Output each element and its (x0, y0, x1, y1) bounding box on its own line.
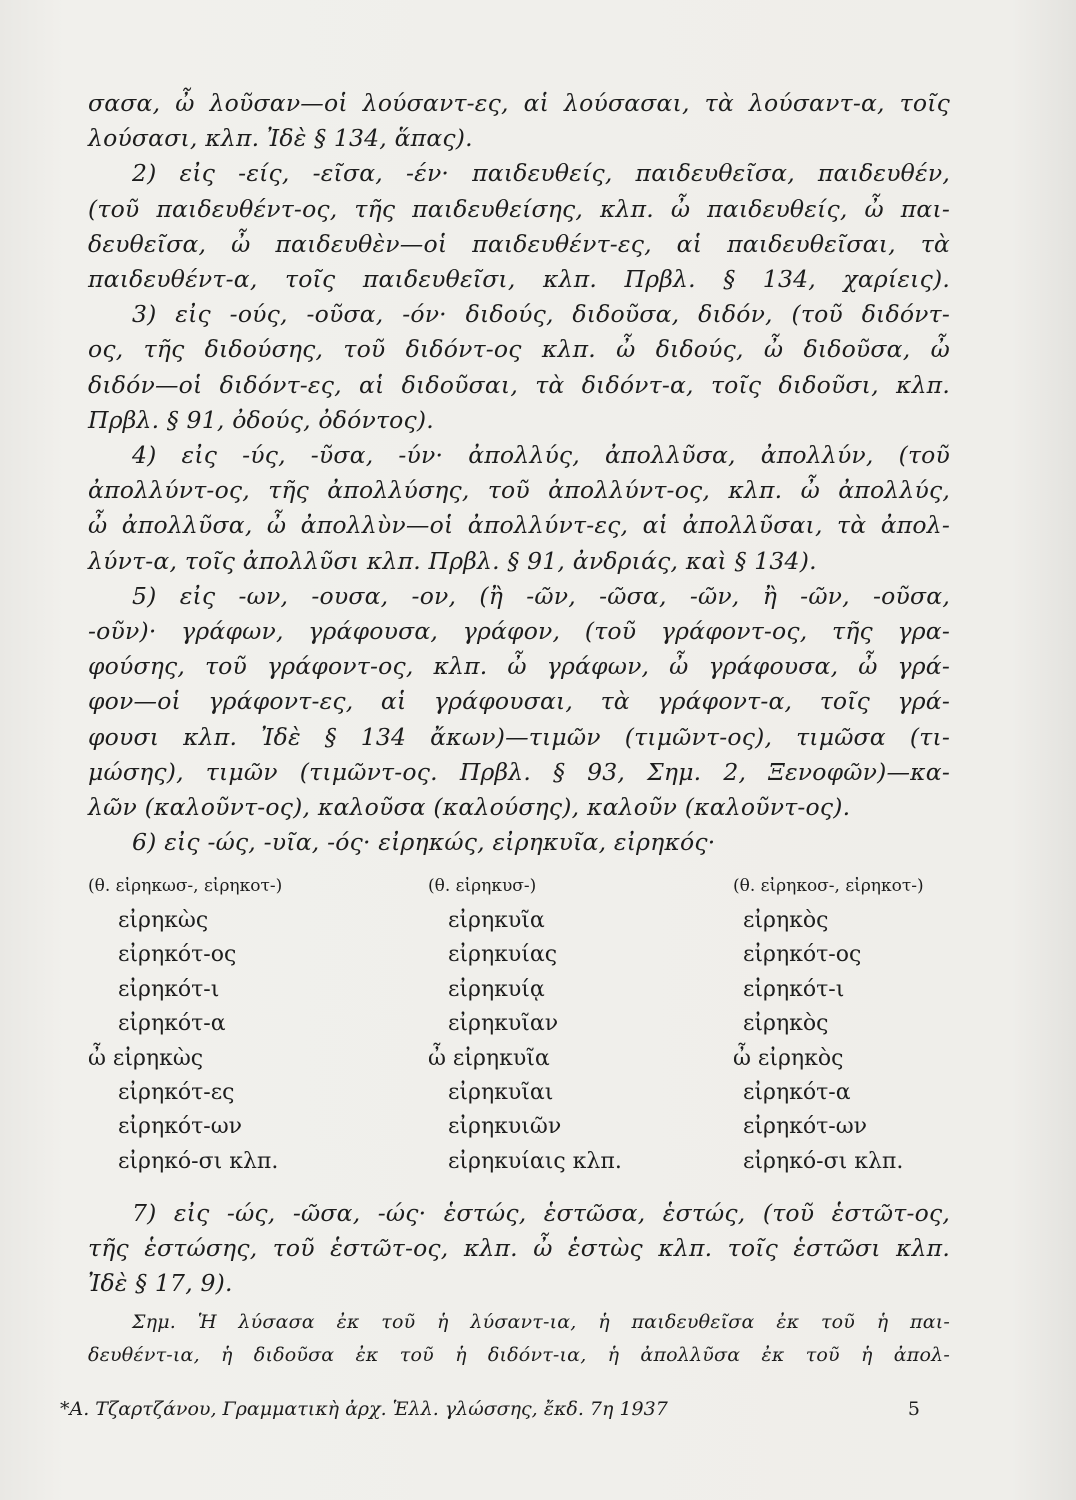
table-cell: εἰρηκό-σι κλπ. (743, 1148, 904, 1174)
table-header-row (88, 868, 950, 904)
declension-table (88, 868, 950, 1179)
table-cell: εἰρηκὼς (118, 908, 209, 933)
table-cell: εἰρηκότ-α (743, 1080, 851, 1106)
text-line: (τοῦ παιδευθέντ-ος, τῆς παιδευθείσης, κλπ. ὦ παιδευθείς, ὦ παι- (88, 194, 950, 223)
text-line: Ἰδὲ § 17, 9). (88, 1269, 233, 1298)
page-footer (60, 1398, 920, 1420)
text-line: τῆς ἑστώσης, τοῦ ἑστῶτ-ος, κλπ. ὦ ἑστὼς κλπ. τοῖς ἑστῶσι κλπ. (88, 1234, 950, 1263)
table-cell: εἰρηκότ-ι (743, 976, 845, 1002)
source-citation: *Α. Τζαρτζάνου, Γραμματικὴ ἀρχ. Ἑλλ. γλώσσης, ἔκδ. 7η 1937 (60, 1398, 668, 1420)
text-line: 2) εἰς -είς, -εῖσα, -έν· παιδευθείς, παιδευθεῖσα, παιδευθέν, (132, 159, 950, 188)
table-cell: εἰρηκυῖα (448, 908, 545, 933)
text-line: 7) εἰς -ώς, -ῶσα, -ώς· ἑστώς, ἑστῶσα, ἑστώς, (τοῦ ἑστῶτ-ος, (132, 1199, 950, 1227)
note-line: δευθέντ-ια, ἡ διδοῦσα ἐκ τοῦ ἡ διδόντ-ια, ἡ ἀπολλῦσα ἐκ τοῦ ἡ ἀπολ- (88, 1344, 950, 1366)
table-cell: εἰρηκότ-α (118, 1011, 226, 1037)
table-cell: εἰρηκότ-ι (118, 976, 220, 1002)
text-line: 6) εἰς -ώς, -υῖα, -ός· εἰρηκώς, εἰρηκυῖα, εἰρηκός· (132, 828, 716, 857)
table-cell: εἰρηκότ-ων (743, 1114, 868, 1140)
table-cell: εἰρηκὸς (743, 908, 829, 933)
body-text (88, 86, 950, 860)
text-line: σασα, ὦ λοῦσαν—οἱ λούσαντ-ες, αἱ λούσασαι, τὰ λούσαντ-α, τοῖς (88, 89, 950, 117)
table-cell: εἰρηκότ-ων (118, 1114, 243, 1140)
text-line: 5) εἰς -ων, -ουσα, -ον, (ἢ -ῶν, -ῶσα, -ῶν, ἢ -ῶν, -οῦσα, (132, 581, 950, 610)
text-line: 3) εἰς -ούς, -οῦσα, -όν· διδούς, διδοῦσα, διδόν, (τοῦ διδόντ- (132, 300, 950, 329)
text-line: φον—οἱ γράφοντ-ες, αἱ γράφουσαι, τὰ γράφοντ-α, τοῖς γρά- (88, 687, 950, 716)
text-line: λύντ-α, τοῖς ἀπολλῦσι κλπ. Πρβλ. § 91, ἀνδριάς, καὶ § 134). (88, 546, 817, 575)
table-cell: εἰρηκότ-ες (118, 1080, 235, 1106)
text-line: λῶν (καλοῦντ-ος), καλοῦσα (καλούσης), καλοῦν (καλοῦντ-ος). (88, 793, 851, 822)
table-row (88, 1076, 950, 1110)
table-header: (θ. εἰρηκοσ-, εἰρηκοτ-) (733, 876, 924, 896)
table-cell: ὦ εἰρηκυῖα (428, 1045, 550, 1071)
table-row (88, 973, 950, 1007)
text-line: μώσης), τιμῶν (τιμῶντ-ος. Πρβλ. § 93, Σημ. 2, Ξενοφῶν)—κα- (88, 757, 950, 786)
table-row (88, 938, 950, 972)
table-cell: εἰρηκυῖαν (448, 1011, 559, 1037)
table-header: (θ. εἰρηκυσ-) (428, 876, 537, 896)
table-row (88, 1042, 950, 1076)
text-line: ος, τῆς διδούσης, τοῦ διδόντ-ος κλπ. ὦ διδούς, ὦ διδοῦσα, ὦ (88, 335, 950, 364)
table-cell: εἰρηκυίας (448, 942, 558, 968)
table-row (88, 1007, 950, 1041)
text-line: Πρβλ. § 91, ὀδούς, ὀδόντος). (88, 405, 434, 434)
body-text-continued (88, 1196, 950, 1302)
text-line: διδόν—οἱ διδόντ-ες, αἱ διδοῦσαι, τὰ διδόντ-α, τοῖς διδοῦσι, κλπ. (88, 370, 950, 399)
table-cell: εἰρηκό-σι κλπ. (118, 1148, 279, 1174)
text-line: ἀπολλύντ-ος, τῆς ἀπολλύσης, τοῦ ἀπολλύντ-ος, κλπ. ὦ ἀπολλύς, (88, 476, 950, 505)
table-cell: ὦ εἰρηκὸς (733, 1045, 844, 1071)
table-cell: εἰρηκὸς (743, 1011, 829, 1037)
table-cell: εἰρηκότ-ος (118, 942, 237, 968)
table-cell: εἰρηκυίαις κλπ. (448, 1148, 622, 1174)
table-row (88, 1110, 950, 1144)
table-cell: εἰρηκότ-ος (743, 942, 862, 968)
table-cell: εἰρηκυίᾳ (448, 976, 545, 1002)
table-row (88, 904, 950, 938)
footnote (88, 1306, 950, 1372)
text-line: 4) εἰς -ύς, -ῦσα, -ύν· ἀπολλύς, ἀπολλῦσα, ἀπολλύν, (τοῦ (132, 441, 950, 470)
table-cell: ὦ εἰρηκὼς (88, 1045, 204, 1071)
text-line: δευθεῖσα, ὦ παιδευθὲν—οἱ παιδευθέντ-ες, αἱ παιδευθεῖσαι, τὰ (88, 229, 950, 258)
text-line: φουσι κλπ. Ἰδὲ § 134 ἄκων)—τιμῶν (τιμῶντ-ος), τιμῶσα (τι- (88, 722, 950, 751)
text-line: φούσης, τοῦ γράφοντ-ος, κλπ. ὦ γράφων, ὦ γράφουσα, ὦ γρά- (88, 652, 950, 681)
text-line: -οῦν)· γράφων, γράφουσα, γράφον, (τοῦ γράφοντ-ος, τῆς γρα- (88, 617, 950, 646)
text-line: λούσασι, κλπ. Ἰδὲ § 134, ἅπας). (88, 124, 473, 153)
table-cell: εἰρηκυῖαι (448, 1080, 554, 1106)
table-header: (θ. εἰρηκωσ-, εἰρηκοτ-) (88, 876, 283, 896)
page-number: 5 (907, 1398, 920, 1420)
text-line: παιδευθέντ-α, τοῖς παιδευθεῖσι, κλπ. Πρβλ. § 134, χαρίεις). (88, 265, 950, 294)
table-cell: εἰρηκυιῶν (448, 1114, 562, 1140)
note-line: Σημ. Ἡ λύσασα ἐκ τοῦ ἡ λύσαντ-ια, ἡ παιδευθεῖσα ἐκ τοῦ ἡ παι- (132, 1311, 950, 1333)
table-row (88, 1145, 950, 1179)
text-line: ὦ ἀπολλῦσα, ὦ ἀπολλὺν—οἱ ἀπολλύντ-ες, αἱ ἀπολλῦσαι, τὰ ἀπολ- (88, 511, 950, 540)
